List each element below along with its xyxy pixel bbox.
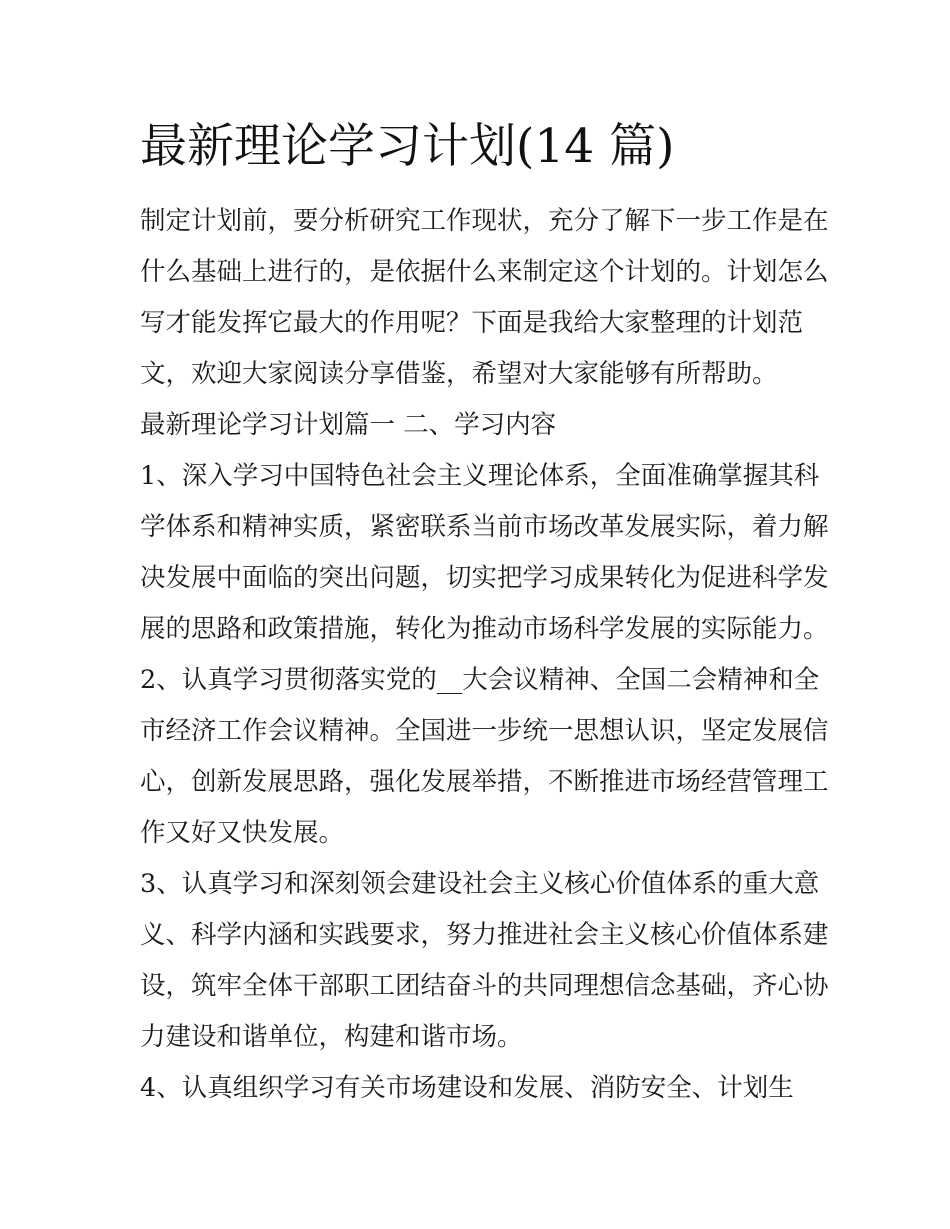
body-line: 决发展中面临的突出问题，切实把学习成果转化为促进科学发	[140, 563, 829, 593]
body-line: 展的思路和政策措施，转化为推动市场科学发展的实际能力。	[140, 614, 829, 644]
body-line: 3、认真学习和深刻领会建设社会主义核心价值体系的重大意	[140, 869, 820, 899]
body-line: 力建设和谐单位，构建和谐市场。	[140, 1022, 523, 1052]
body-line: 作又好又快发展。	[140, 818, 345, 848]
body-line: 什么基础上进行的，是依据什么来制定这个计划的。计划怎么	[140, 257, 829, 287]
body-line: 文，欢迎大家阅读分享借鉴，希望对大家能够有所帮助。	[140, 359, 778, 389]
body-line: 1、深入学习中国特色社会主义理论体系，全面准确掌握其科	[140, 461, 820, 491]
body-line: 市经济工作会议精神。全国进一步统一思想认识，坚定发展信	[140, 716, 829, 746]
document-title: 最新理论学习计划(14 篇)	[140, 119, 675, 174]
body-line: 写才能发挥它最大的作用呢？下面是我给大家整理的计划范	[140, 308, 804, 338]
body-line: 义、科学内涵和实践要求，努力推进社会主义核心价值体系建	[140, 920, 829, 950]
body-line: 心，创新发展思路，强化发展举措，不断推进市场经营管理工	[140, 767, 829, 797]
body-line: 学体系和精神实质，紧密联系当前市场改革发展实际，着力解	[140, 512, 829, 542]
body-line: 制定计划前，要分析研究工作现状，充分了解下一步工作是在	[140, 206, 829, 236]
body-line: 4、认真组织学习有关市场建设和发展、消防安全、计划生	[140, 1073, 794, 1103]
body-line: 2、认真学习贯彻落实党的__大会议精神、全国二会精神和全	[140, 665, 820, 695]
document-body	[140, 196, 829, 1114]
body-line: 设，筑牢全体干部职工团结奋斗的共同理想信念基础，齐心协	[140, 971, 829, 1001]
section-heading: 最新理论学习计划篇一 二、学习内容	[140, 410, 557, 440]
